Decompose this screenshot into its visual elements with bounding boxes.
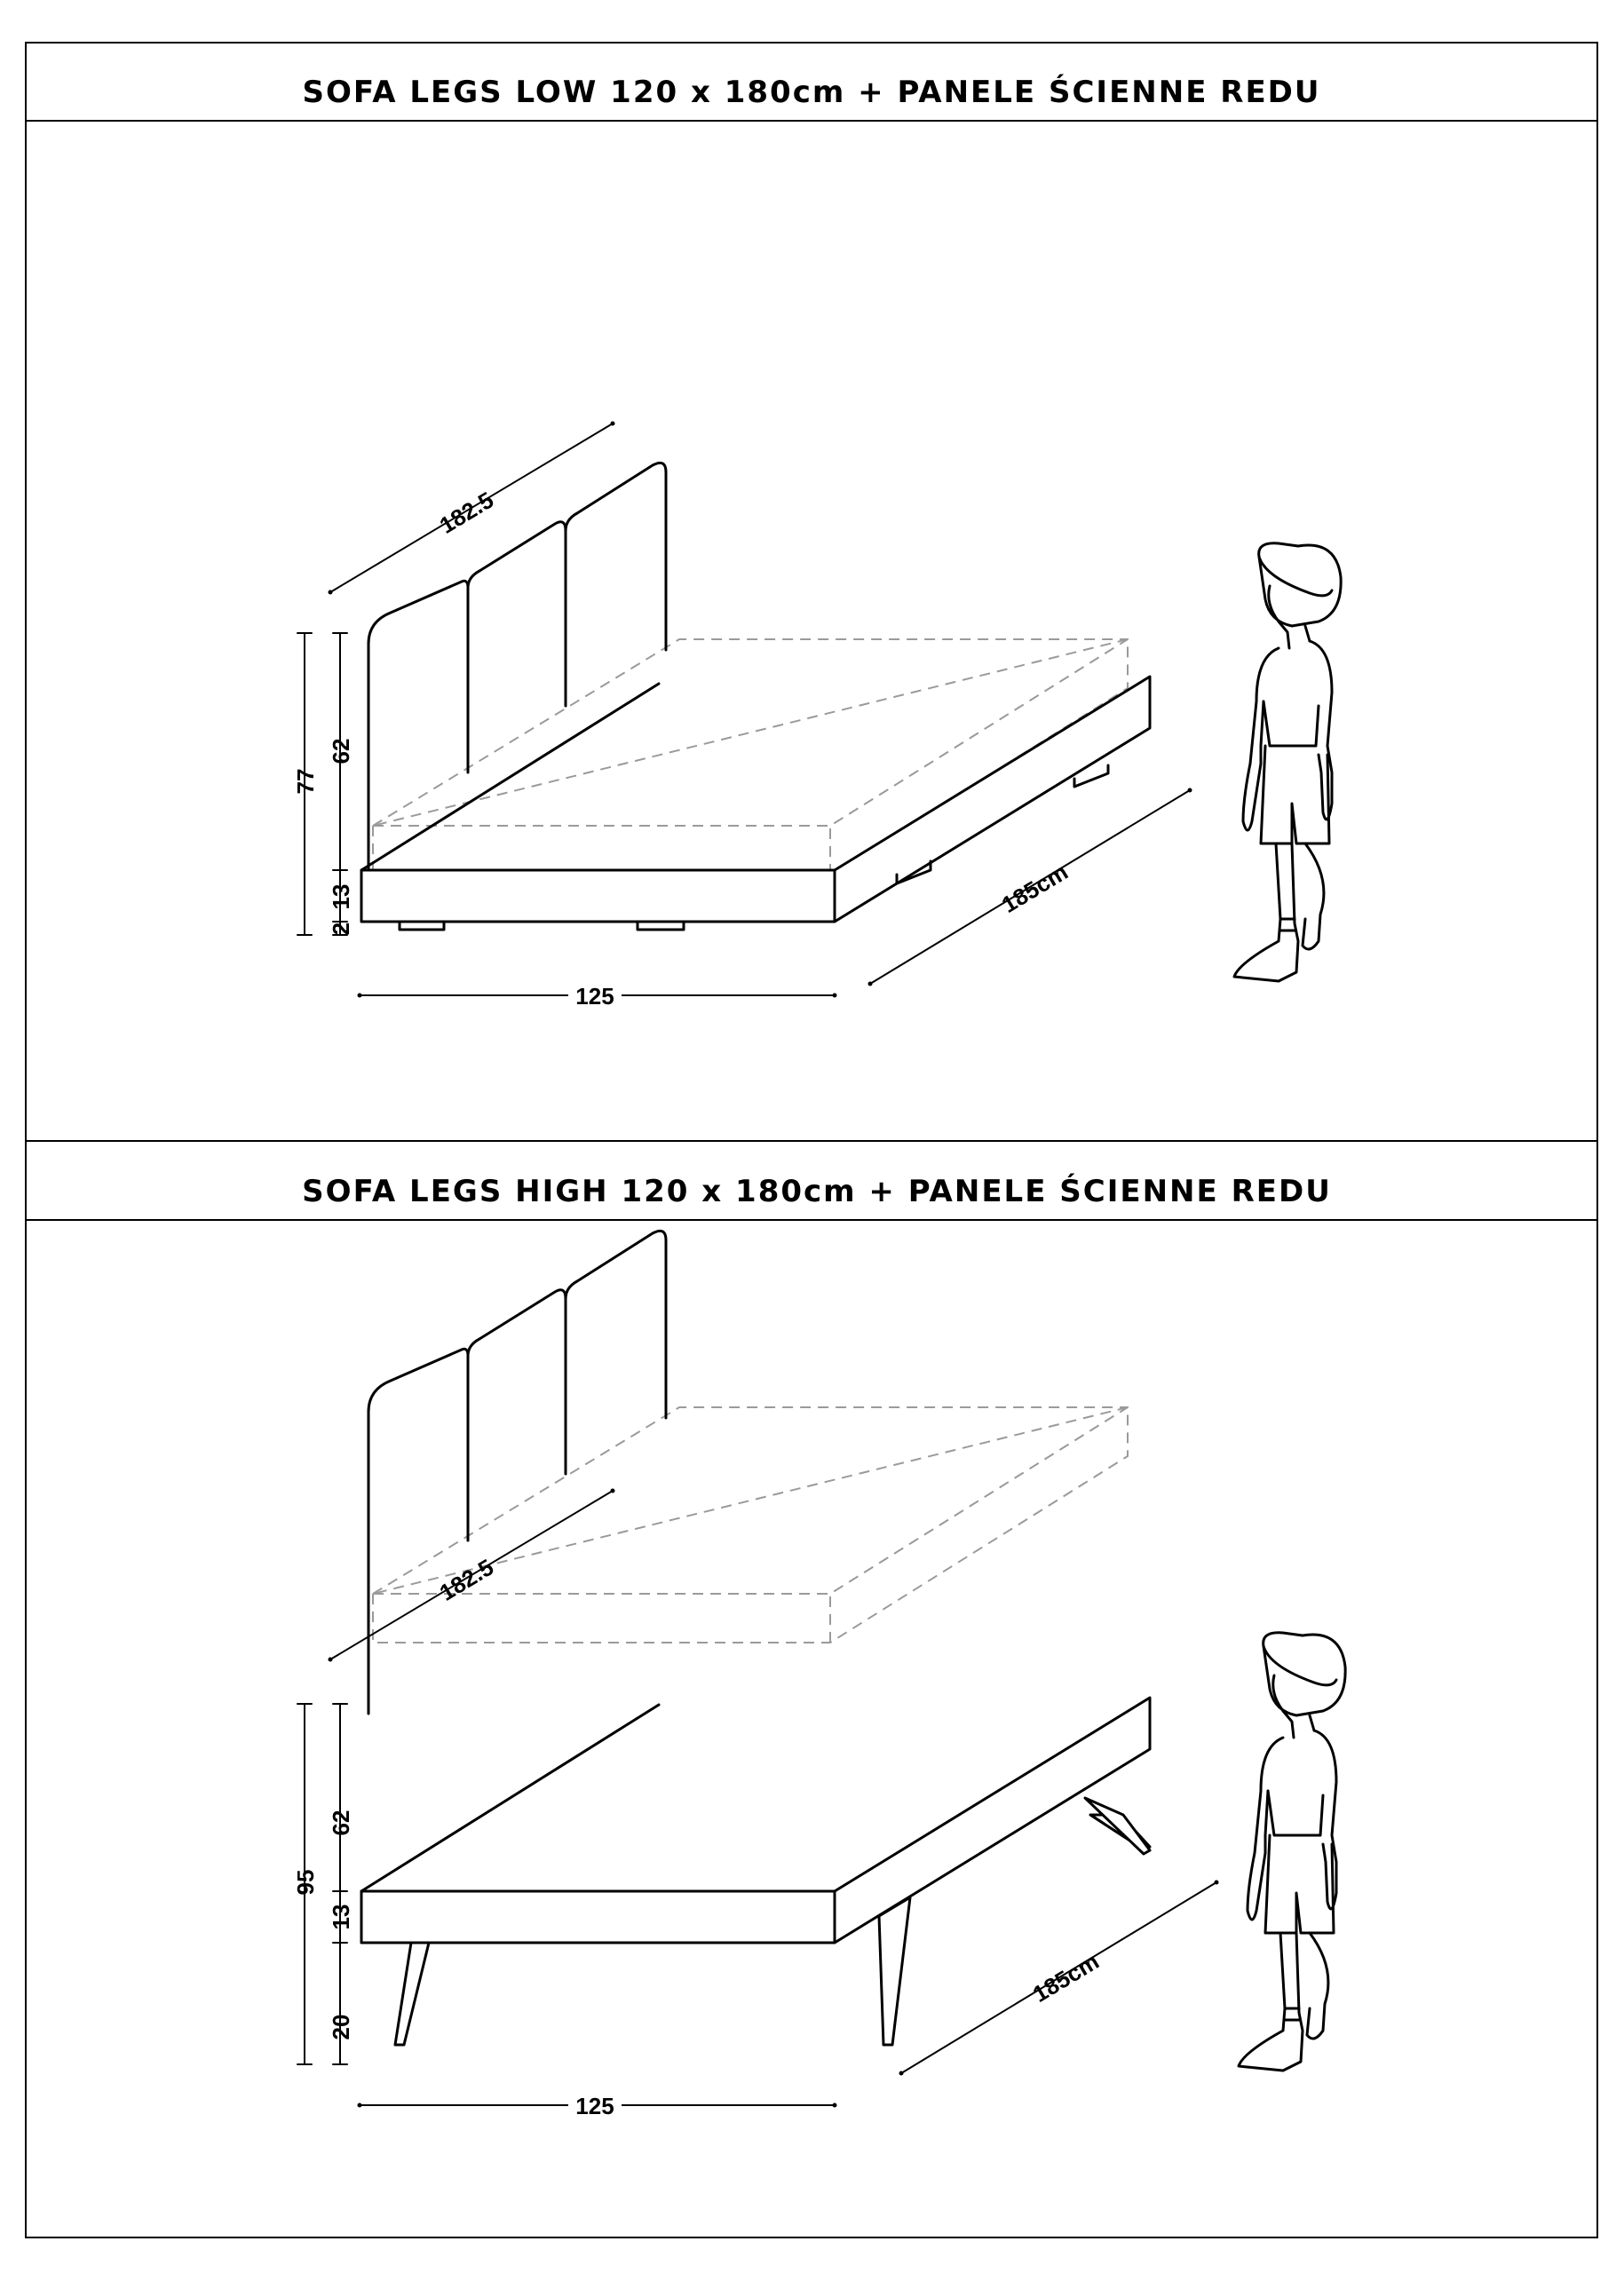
dim-tick: [358, 2103, 362, 2108]
dim-tick: [329, 590, 333, 595]
dim-tick: [329, 1658, 333, 1662]
headboard-panel-middle: [468, 522, 566, 706]
child-silhouette: [1234, 543, 1341, 981]
dim-label-width: 125: [575, 2093, 614, 2119]
dim-label-panel-height: 62: [328, 1810, 354, 1836]
frame-top-side: [361, 684, 659, 870]
bed-drawing-low: [292, 422, 1192, 1011]
frame-top-side: [361, 1705, 659, 1891]
dim-tick: [611, 1489, 615, 1493]
dim-tick: [1215, 1881, 1219, 1885]
dim-tick: [358, 994, 362, 998]
bed-drawing-high: [292, 1231, 1219, 2120]
mattress-top-edge: [830, 1407, 1128, 1643]
dim-label-leg-height: 2: [328, 922, 354, 936]
dim-label-total-height: 77: [292, 768, 319, 795]
dim-tick: [611, 422, 615, 426]
dim-label-length: 185cm: [996, 858, 1073, 918]
dim-tick: [833, 2103, 837, 2108]
dim-tick: [868, 982, 873, 986]
child-silhouette: [1239, 1633, 1345, 2071]
dim-label-length: 185cm: [1027, 1947, 1104, 2008]
child-figure-high: [1239, 1633, 1345, 2071]
dim-label-headboard-width: 182.5: [434, 1553, 498, 1606]
headboard-panel-right: [566, 1231, 666, 1418]
panel-high-title: SOFA LEGS HIGH 120 x 180cm + PANELE ŚCIENNE REDU: [302, 1174, 1332, 1209]
dim-label-total-height: 95: [292, 1869, 319, 1896]
leg-back-shape: [1085, 1798, 1150, 1854]
bed-frame: [361, 1698, 1150, 1943]
dim-tick: [833, 994, 837, 998]
leg-front-left: [395, 1943, 429, 2045]
leg-front-right: [879, 1897, 910, 2045]
headboard-panel-middle: [468, 1290, 566, 1474]
dim-tick: [1188, 788, 1192, 793]
panel-low-title: SOFA LEGS LOW 120 x 180cm + PANELE ŚCIENNE REDU: [302, 75, 1321, 110]
dim-label-frame-height: 13: [328, 1904, 354, 1930]
headboard-panel-right: [566, 463, 666, 650]
dim-label-headboard-width: 182.5: [434, 486, 498, 539]
dim-label-width: 125: [575, 983, 614, 1010]
dim-label-leg-height: 20: [328, 2014, 354, 2040]
dim-label-panel-height: 62: [328, 738, 354, 764]
dim-tick: [899, 2071, 904, 2076]
dim-label-frame-height: 13: [328, 883, 354, 910]
headboard-panel-left: [368, 581, 468, 870]
headboard-panel-left: [368, 1349, 468, 1714]
child-figure-low: [1234, 543, 1341, 981]
